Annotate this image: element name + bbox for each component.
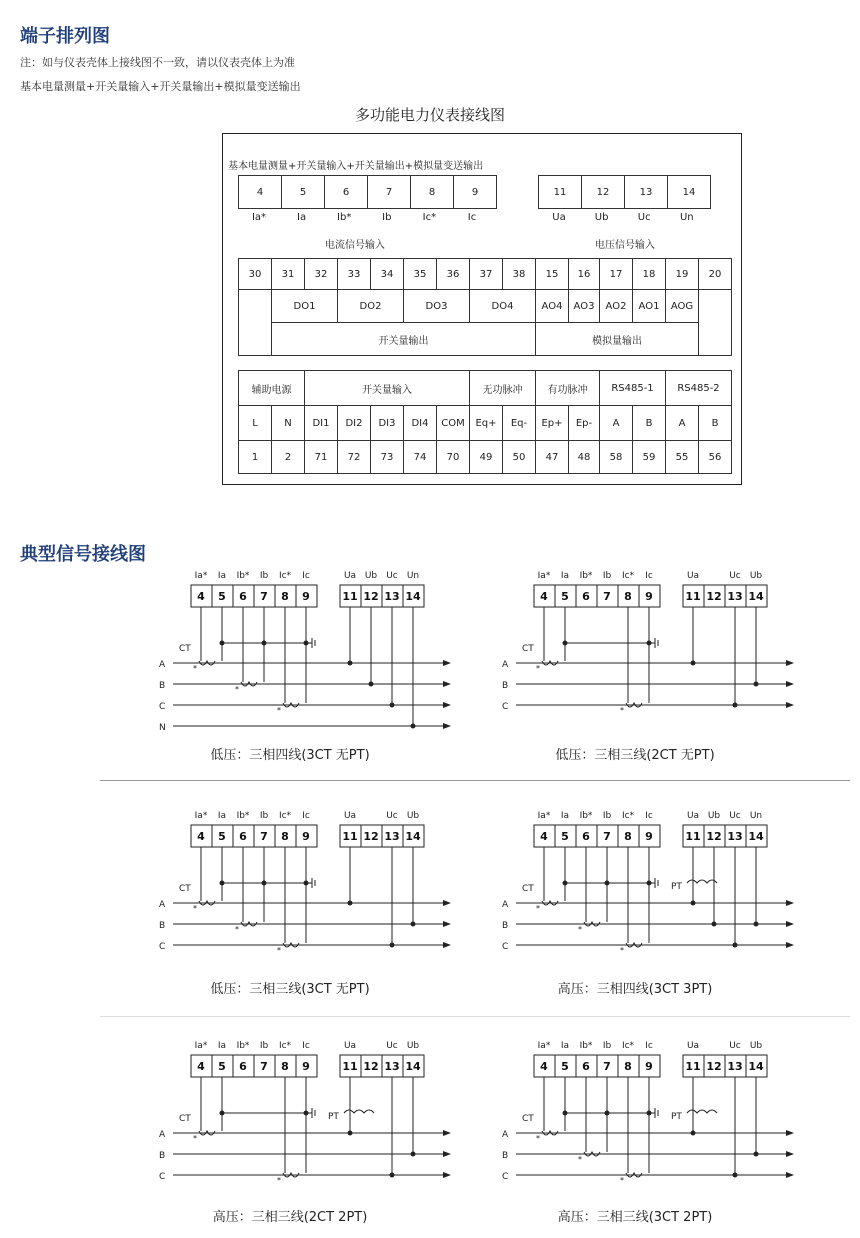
terminal-label: Ia*	[251, 212, 267, 223]
terminal-label: Uc	[386, 811, 398, 821]
input-name: A	[600, 406, 633, 441]
svg-text:*: *	[235, 685, 239, 694]
phase-label: C	[159, 702, 166, 712]
terminal-number: 8	[624, 1060, 632, 1073]
terminal-32: 32	[305, 259, 338, 290]
input-name: DI3	[371, 406, 404, 441]
phase-label: C	[159, 942, 166, 952]
current-terminal-row	[238, 175, 497, 209]
terminal-blank	[699, 290, 732, 356]
arrow-icon	[786, 921, 794, 927]
svg-text:*: *	[536, 904, 540, 913]
divider	[100, 1016, 850, 1017]
svg-text:*: *	[536, 1134, 540, 1143]
terminal-label: Ib	[259, 571, 269, 581]
terminal-number: 5	[218, 830, 226, 843]
terminal-label: Ua	[686, 1041, 700, 1051]
terminal-number: 9	[302, 830, 310, 843]
terminal-label: Ia*	[537, 571, 551, 581]
svg-text:*: *	[536, 664, 540, 673]
terminal-number: 12	[363, 830, 379, 843]
phase-label: B	[502, 681, 509, 691]
terminal-number: 4	[540, 590, 548, 603]
terminal-12: 12	[582, 176, 625, 209]
terminal-label: Ic*	[278, 571, 292, 581]
ct-label: CT	[522, 1114, 534, 1124]
pt-label: PT	[671, 882, 682, 892]
terminal-label: Ib	[259, 811, 269, 821]
arrow-icon	[786, 942, 794, 948]
terminal-number: 9	[645, 590, 653, 603]
svg-text:*: *	[193, 904, 197, 913]
terminal-number: 8	[281, 830, 289, 843]
pt-label: PT	[671, 1112, 682, 1122]
terminal-label: Ic	[302, 571, 310, 581]
arrow-icon	[443, 702, 451, 708]
terminal-number: 4	[540, 830, 548, 843]
terminal-18: 18	[633, 259, 666, 290]
terminal-number: 14	[748, 590, 764, 603]
terminal-72: 72	[338, 441, 371, 474]
terminal-number: 4	[197, 830, 205, 843]
terminal-label: Uc	[386, 1041, 398, 1051]
terminal-number: 13	[384, 1060, 400, 1073]
terminal-9: 9	[454, 176, 497, 209]
diagram-caption: 高压：三相四线(3CT 3PT)	[557, 982, 713, 997]
terminal-number: 14	[748, 830, 764, 843]
phase-label: C	[502, 702, 509, 712]
terminal-number: 5	[561, 590, 569, 603]
terminal-label: Ub	[406, 811, 420, 821]
terminal-number: 11	[342, 1060, 358, 1073]
svg-text:*: *	[620, 946, 624, 955]
terminal-number: 8	[281, 590, 289, 603]
terminal-34: 34	[371, 259, 404, 290]
arrow-icon	[443, 900, 451, 906]
ct-label: CT	[179, 1114, 191, 1124]
arrow-icon	[786, 1151, 794, 1157]
panel-subtitle: 基本电量测量+开关量输入+开关量输出+模拟量变送输出	[228, 161, 484, 172]
terminal-label: Ic*	[278, 1041, 292, 1051]
terminal-label: Uc	[729, 1041, 741, 1051]
terminal-number: 7	[603, 590, 611, 603]
phase-label: B	[159, 921, 166, 931]
ao-label: AOG	[666, 290, 699, 323]
terminal-number: 11	[342, 830, 358, 843]
pt-coil-icon	[687, 1110, 717, 1113]
terminal-37: 37	[470, 259, 503, 290]
terminal-33: 33	[338, 259, 371, 290]
arrow-icon	[443, 723, 451, 729]
terminal-label: Ic	[645, 811, 653, 821]
input-name: Eq+	[470, 406, 503, 441]
phase-label: C	[502, 942, 509, 952]
terminal-number: 12	[706, 590, 722, 603]
divider	[100, 780, 850, 781]
phase-label: A	[502, 1130, 509, 1140]
wiring-diagram-4	[498, 805, 798, 975]
terminal-38: 38	[503, 259, 536, 290]
arrow-icon	[443, 921, 451, 927]
terminal-59: 59	[633, 441, 666, 474]
terminal-label: Ic*	[422, 212, 437, 223]
terminal-label: Ib	[382, 212, 392, 223]
terminal-label: Ia	[560, 571, 570, 581]
terminal-55: 55	[666, 441, 699, 474]
input-name: COM	[437, 406, 470, 441]
terminal-label: Ub	[364, 571, 378, 581]
terminal-number: 14	[405, 1060, 421, 1073]
section-title-terminal: 端子排列图	[20, 26, 110, 47]
current-group-label: 电流信号输入	[325, 240, 385, 251]
terminal-number: 7	[603, 1060, 611, 1073]
wiring-diagram-1	[155, 565, 455, 735]
input-name: DI2	[338, 406, 371, 441]
phase-label: A	[502, 660, 509, 670]
terminal-number: 9	[302, 590, 310, 603]
terminal-label: Ua	[343, 1041, 357, 1051]
section-title-wiring: 典型信号接线图	[20, 544, 146, 565]
input-group-label: 有功脉冲	[536, 371, 600, 406]
input-name: DI1	[305, 406, 338, 441]
terminal-label: Ic*	[621, 571, 635, 581]
terminal-74: 74	[404, 441, 437, 474]
ao-label: AO4	[536, 290, 569, 323]
terminal-label: Ia	[560, 1041, 570, 1051]
terminal-label: Ib	[602, 1041, 612, 1051]
terminal-label: Ua	[686, 571, 700, 581]
pt-coil-icon	[687, 880, 717, 883]
terminal-label: Ic	[645, 1041, 653, 1051]
terminal-label: Ia	[297, 212, 307, 223]
terminal-label: Ib*	[236, 811, 250, 821]
terminal-number: 13	[384, 590, 400, 603]
terminal-number: 14	[405, 830, 421, 843]
terminal-number: 5	[561, 830, 569, 843]
terminal-16: 16	[569, 259, 600, 290]
terminal-label: Uc	[729, 571, 741, 581]
terminal-label: Ib*	[236, 571, 250, 581]
phase-label: B	[159, 1151, 166, 1161]
terminal-label: Ib*	[337, 212, 352, 223]
terminal-number: 4	[197, 590, 205, 603]
terminal-number: 4	[540, 1060, 548, 1073]
terminal-number: 13	[384, 830, 400, 843]
terminal-number: 6	[239, 830, 247, 843]
input-name: Ep-	[569, 406, 600, 441]
terminal-label: Ib*	[579, 571, 593, 581]
voltage-terminal-row	[538, 175, 711, 209]
terminal-label: Uc	[637, 212, 651, 223]
terminal-47: 47	[536, 441, 569, 474]
ao-label: AO1	[633, 290, 666, 323]
terminal-7: 7	[368, 176, 411, 209]
terminal-11: 11	[539, 176, 582, 209]
svg-text:*: *	[277, 706, 281, 715]
phase-label: A	[159, 900, 166, 910]
terminal-number: 14	[405, 590, 421, 603]
do-group-label: 开关量输出	[272, 323, 536, 356]
terminal-number: 9	[645, 830, 653, 843]
terminal-label: Uc	[729, 811, 741, 821]
terminal-label: Ic	[645, 571, 653, 581]
terminal-number: 9	[645, 1060, 653, 1073]
diagram-caption: 高压：三相三线(2CT 2PT)	[212, 1210, 368, 1225]
terminal-number: 12	[363, 1060, 379, 1073]
ct-label: CT	[522, 644, 534, 654]
input-terminal-block	[238, 370, 732, 474]
input-name: B	[633, 406, 666, 441]
arrow-icon	[443, 681, 451, 687]
panel-title: 多功能电力仪表接线图	[354, 106, 505, 124]
terminal-label: Ib*	[236, 1041, 250, 1051]
arrow-icon	[786, 681, 794, 687]
phase-label: B	[502, 1151, 509, 1161]
terminal-48: 48	[569, 441, 600, 474]
terminal-label: Ub	[594, 212, 609, 223]
ct-label: CT	[179, 644, 191, 654]
terminal-70: 70	[437, 441, 470, 474]
terminal-35: 35	[404, 259, 437, 290]
input-group-label: RS485-1	[600, 371, 666, 406]
terminal-label: Ib	[602, 571, 612, 581]
terminal-number: 8	[624, 830, 632, 843]
terminal-number: 11	[685, 1060, 701, 1073]
svg-text:*: *	[578, 1155, 582, 1164]
terminal-50: 50	[503, 441, 536, 474]
terminal-label: Ic	[467, 212, 477, 223]
terminal-label: Ic	[302, 1041, 310, 1051]
terminal-label: Ua	[343, 811, 357, 821]
input-name: B	[699, 406, 732, 441]
terminal-36: 36	[437, 259, 470, 290]
input-name: Eq-	[503, 406, 536, 441]
do-label: DO3	[404, 290, 470, 323]
terminal-number: 7	[603, 830, 611, 843]
terminal-number: 11	[342, 590, 358, 603]
terminal-label: Ic	[302, 811, 310, 821]
wiring-diagram-6	[498, 1035, 798, 1205]
arrow-icon	[786, 900, 794, 906]
terminal-number: 13	[727, 830, 743, 843]
terminal-number: 12	[706, 830, 722, 843]
terminal-number: 7	[260, 830, 268, 843]
terminal-label: Un	[749, 811, 763, 821]
arrow-icon	[443, 1130, 451, 1136]
svg-text:*: *	[235, 925, 239, 934]
phase-label: B	[159, 681, 166, 691]
terminal-71: 71	[305, 441, 338, 474]
input-name: N	[272, 406, 305, 441]
arrow-icon	[786, 1172, 794, 1178]
terminal-number: 6	[582, 590, 590, 603]
terminal-number: 9	[302, 1060, 310, 1073]
terminal-number: 13	[727, 1060, 743, 1073]
svg-text:*: *	[578, 925, 582, 934]
terminal-label: Ib*	[579, 811, 593, 821]
do-label: DO1	[272, 290, 338, 323]
diagram-caption: 高压：三相三线(3CT 2PT)	[557, 1210, 713, 1225]
terminal-31: 31	[272, 259, 305, 290]
terminal-label: Ub	[749, 1041, 763, 1051]
input-name: L	[239, 406, 272, 441]
terminal-label: Ia	[217, 571, 227, 581]
terminal-label: Ua	[686, 811, 700, 821]
terminal-2: 2	[272, 441, 305, 474]
do-label: DO2	[338, 290, 404, 323]
terminal-number: 12	[706, 1060, 722, 1073]
terminal-number: 8	[624, 590, 632, 603]
terminal-4: 4	[239, 176, 282, 209]
terminal-label: Ia*	[537, 1041, 551, 1051]
terminal-number: 8	[281, 1060, 289, 1073]
terminal-30: 30	[239, 259, 272, 290]
terminal-56: 56	[699, 441, 732, 474]
ao-label: AO3	[569, 290, 600, 323]
terminal-number: 11	[685, 830, 701, 843]
phase-label: C	[502, 1172, 509, 1182]
terminal-label: Ia	[217, 811, 227, 821]
ct-label: CT	[522, 884, 534, 894]
terminal-5: 5	[282, 176, 325, 209]
phase-label: B	[502, 921, 509, 931]
terminal-label: Ic*	[621, 1041, 635, 1051]
terminal-label: Ub	[749, 571, 763, 581]
input-group-label: RS485-2	[666, 371, 732, 406]
pt-label: PT	[328, 1112, 339, 1122]
note-text: 注：如与仪表壳体上接线图不一致，请以仪表壳体上为准	[20, 56, 295, 69]
terminal-label: Ic*	[278, 811, 292, 821]
terminal-58: 58	[600, 441, 633, 474]
phase-label: A	[159, 1130, 166, 1140]
terminal-14: 14	[668, 176, 711, 209]
terminal-number: 6	[239, 590, 247, 603]
arrow-icon	[786, 702, 794, 708]
phase-label: N	[159, 723, 166, 733]
voltage-group-label: 电压信号输入	[595, 240, 655, 251]
terminal-label: Ia*	[194, 1041, 208, 1051]
svg-text:*: *	[277, 946, 281, 955]
terminal-1: 1	[239, 441, 272, 474]
svg-text:*: *	[193, 1134, 197, 1143]
terminal-label: Ua	[343, 571, 357, 581]
terminal-label: Ic*	[621, 811, 635, 821]
ao-group-label: 模拟量输出	[536, 323, 699, 356]
terminal-number: 6	[582, 1060, 590, 1073]
terminal-17: 17	[600, 259, 633, 290]
terminal-number: 6	[239, 1060, 247, 1073]
terminal-number: 6	[582, 830, 590, 843]
diagram-caption: 低压：三相四线(3CT 无PT)	[210, 748, 370, 763]
terminal-label: Ub	[707, 811, 721, 821]
config-text: 基本电量测量+开关量输入+开关量输出+模拟量变送输出	[20, 80, 301, 93]
arrow-icon	[443, 1151, 451, 1157]
terminal-20: 20	[699, 259, 732, 290]
terminal-label: Ia*	[537, 811, 551, 821]
terminal-label: Un	[679, 212, 694, 223]
terminal-label: Ub	[406, 1041, 420, 1051]
terminal-number: 7	[260, 1060, 268, 1073]
terminal-number: 14	[748, 1060, 764, 1073]
terminal-8: 8	[411, 176, 454, 209]
wiring-diagram-2	[498, 565, 798, 735]
phase-label: A	[502, 900, 509, 910]
terminal-label: Ib	[259, 1041, 269, 1051]
terminal-19: 19	[666, 259, 699, 290]
terminal-label: Ib*	[579, 1041, 593, 1051]
svg-text:*: *	[193, 664, 197, 673]
terminal-label: Un	[406, 571, 420, 581]
terminal-label: Ia*	[194, 811, 208, 821]
arrow-icon	[786, 660, 794, 666]
terminal-number: 5	[218, 590, 226, 603]
terminal-label: Ua	[552, 212, 566, 223]
wiring-diagram-3	[155, 805, 455, 975]
terminal-label: Ib	[602, 811, 612, 821]
diagram-caption: 低压：三相三线(3CT 无PT)	[210, 982, 370, 997]
arrow-icon	[786, 1130, 794, 1136]
terminal-blank	[239, 290, 272, 356]
input-group-label: 无功脉冲	[470, 371, 536, 406]
terminal-number: 13	[727, 590, 743, 603]
input-group-label: 开关量输入	[305, 371, 470, 406]
phase-label: A	[159, 660, 166, 670]
terminal-6: 6	[325, 176, 368, 209]
diagram-caption: 低压：三相三线(2CT 无PT)	[555, 748, 715, 763]
terminal-number: 5	[561, 1060, 569, 1073]
input-group-label: 辅助电源	[239, 371, 305, 406]
terminal-73: 73	[371, 441, 404, 474]
output-terminal-block	[238, 258, 732, 356]
arrow-icon	[443, 660, 451, 666]
terminal-15: 15	[536, 259, 569, 290]
input-name: DI4	[404, 406, 437, 441]
arrow-icon	[443, 1172, 451, 1178]
do-label: DO4	[470, 290, 536, 323]
terminal-label: Uc	[386, 571, 398, 581]
svg-text:*: *	[620, 706, 624, 715]
ao-label: AO2	[600, 290, 633, 323]
terminal-49: 49	[470, 441, 503, 474]
input-name: Ep+	[536, 406, 569, 441]
terminal-number: 11	[685, 590, 701, 603]
svg-text:*: *	[620, 1176, 624, 1185]
svg-text:*: *	[277, 1176, 281, 1185]
terminal-label: Ia*	[194, 571, 208, 581]
input-name: A	[666, 406, 699, 441]
wiring-diagram-5	[155, 1035, 455, 1205]
terminal-13: 13	[625, 176, 668, 209]
terminal-number: 12	[363, 590, 379, 603]
arrow-icon	[443, 942, 451, 948]
terminal-number: 7	[260, 590, 268, 603]
terminal-label: Ia	[560, 811, 570, 821]
phase-label: C	[159, 1172, 166, 1182]
pt-coil-icon	[344, 1110, 374, 1113]
terminal-label: Ia	[217, 1041, 227, 1051]
terminal-number: 4	[197, 1060, 205, 1073]
terminal-number: 5	[218, 1060, 226, 1073]
ct-label: CT	[179, 884, 191, 894]
